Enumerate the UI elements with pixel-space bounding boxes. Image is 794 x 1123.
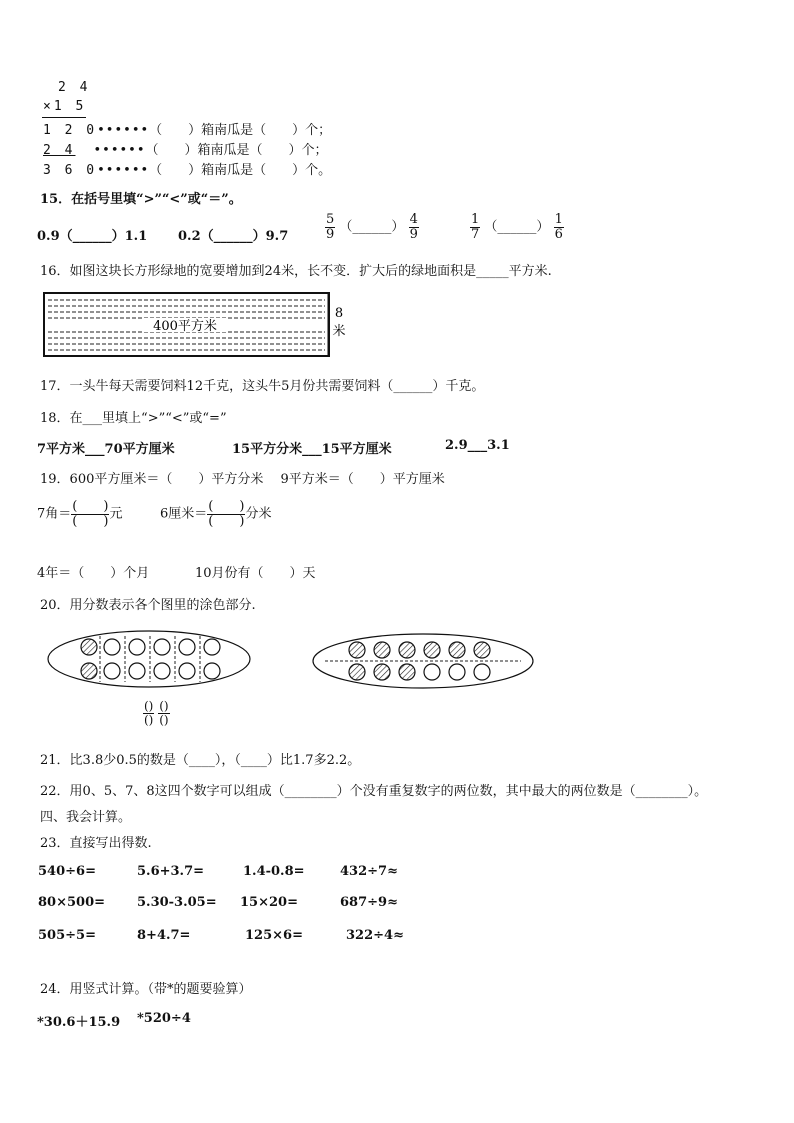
q16-text: 16．如图这块长方形绿地的宽要增加到24米，长不变．扩大后的绿地面积是_____平方米. bbox=[40, 264, 552, 279]
q18-b: 15平方分米___15平方厘米 bbox=[232, 442, 392, 457]
q15-a: 0.9（______）1.1 bbox=[37, 229, 148, 244]
green-field-figure bbox=[42, 290, 352, 360]
calc-cell: 15×20= bbox=[240, 895, 298, 910]
blank-fraction[interactable]: $\frac{()}{()}$ bbox=[144, 699, 154, 727]
q17-text: 17．一头牛每天需要饲料12千克，这头牛5月份共需要饲料（______）千克。 bbox=[40, 379, 485, 394]
q19-cm bbox=[160, 500, 271, 528]
area-label: 400平方米 bbox=[153, 319, 217, 334]
label: 7角＝ bbox=[37, 506, 72, 522]
label: 6厘米＝ bbox=[160, 506, 208, 522]
q19-jiao bbox=[37, 500, 122, 528]
q19-text: 19．600平方厘米＝（ ）平方分米 9平方米＝（ ）平方厘米 bbox=[40, 472, 445, 487]
mult-rule bbox=[42, 117, 86, 118]
calc-cell: 505÷5= bbox=[38, 928, 96, 943]
mult-line-1 bbox=[43, 119, 331, 138]
mult-text-a: （ ）箱南瓜是（ ）个； bbox=[149, 123, 332, 138]
calc-cell: 1.4-0.8= bbox=[243, 864, 305, 879]
section-title: 四、我会计算。 bbox=[40, 810, 132, 825]
q20-text: 20．用分数表示各个图里的涂色部分. bbox=[40, 598, 256, 613]
q15-text: 15．在括号里填“>”“<”或“＝”。 bbox=[40, 192, 242, 207]
fraction: $\frac{5}{9}$ bbox=[326, 212, 335, 242]
q24-a: *30.6＋15.9 bbox=[37, 1015, 121, 1030]
dots: •••••• bbox=[97, 163, 150, 178]
dots: •••••• bbox=[97, 123, 150, 138]
fraction: $\frac{1}{7}$ bbox=[471, 212, 480, 242]
width-label: 8 bbox=[334, 306, 344, 321]
q23-text: 23．直接写出得数. bbox=[40, 836, 152, 851]
mult-text-c: （ ）箱南瓜是（ ）个。 bbox=[149, 163, 332, 178]
mult-text-b: （ ）箱南瓜是（ ）个； bbox=[145, 143, 328, 158]
q21-text: 21．比3.8少0.5的数是（____），（____）比1.7多2.2。 bbox=[40, 753, 361, 768]
calc-cell: 687÷9≈ bbox=[340, 895, 398, 910]
q18-c: 2.9___3.1 bbox=[445, 438, 510, 453]
q19-october: 10月份有（ ）天 bbox=[195, 566, 316, 581]
mult-row-3: 1 2 0 bbox=[43, 123, 98, 138]
compare-blank[interactable]: （______） bbox=[339, 219, 405, 235]
q22-text: 22．用0、5、7、8这四个数字可以组成（________）个没有重复数字的两位数，其中最大的两位数是（________）。 bbox=[40, 784, 708, 799]
calc-cell: 5.30-3.05= bbox=[137, 895, 217, 910]
fraction: $\frac{1}{6}$ bbox=[554, 212, 563, 242]
q18-a: 7平方米___70平方厘米 bbox=[37, 442, 175, 457]
calc-cell: 5.6+3.7= bbox=[137, 864, 205, 879]
q15-d bbox=[470, 213, 564, 241]
mult-line-3 bbox=[43, 159, 331, 178]
unit: 元 bbox=[109, 506, 123, 522]
calc-cell: 432÷7≈ bbox=[340, 864, 398, 879]
dots: •••••• bbox=[93, 143, 146, 158]
q15-b: 0.2（______）9.7 bbox=[178, 229, 289, 244]
q20-answer-fractions bbox=[143, 700, 170, 726]
unit: 分米 bbox=[245, 506, 272, 522]
mult-row-2: ×1 5 bbox=[43, 99, 87, 114]
width-unit: 米 bbox=[332, 324, 346, 339]
mult-row-5: 3 6 0 bbox=[43, 163, 98, 178]
calc-cell: 125×6= bbox=[245, 928, 303, 943]
q24-b: *520÷4 bbox=[137, 1011, 191, 1026]
mult-row-1: 2 4 bbox=[58, 80, 91, 95]
blank-fraction[interactable]: $\frac{()}{()}$ bbox=[159, 699, 169, 727]
blank-fraction[interactable]: $\frac{( )}{( )}$ bbox=[208, 499, 245, 529]
q15-c bbox=[325, 213, 419, 241]
q20-figures bbox=[45, 628, 540, 694]
q24-text: 24．用竖式计算。（带*的题要验算） bbox=[40, 982, 252, 997]
q18-text: 18．在___里填上“>”“<”或“=” bbox=[40, 411, 227, 426]
fraction: $\frac{4}{9}$ bbox=[409, 212, 418, 242]
mult-line-2 bbox=[43, 139, 328, 158]
mult-row-4: 2 4 bbox=[43, 143, 76, 158]
calc-cell: 322÷4≈ bbox=[346, 928, 404, 943]
calc-cell: 8+4.7= bbox=[137, 928, 191, 943]
calc-cell: 540÷6= bbox=[38, 864, 96, 879]
q19-years: 4年＝（ ）个月 bbox=[37, 566, 150, 581]
compare-blank[interactable]: （______） bbox=[484, 219, 550, 235]
blank-fraction[interactable]: $\frac{( )}{( )}$ bbox=[72, 499, 109, 529]
calc-cell: 80×500= bbox=[38, 895, 106, 910]
